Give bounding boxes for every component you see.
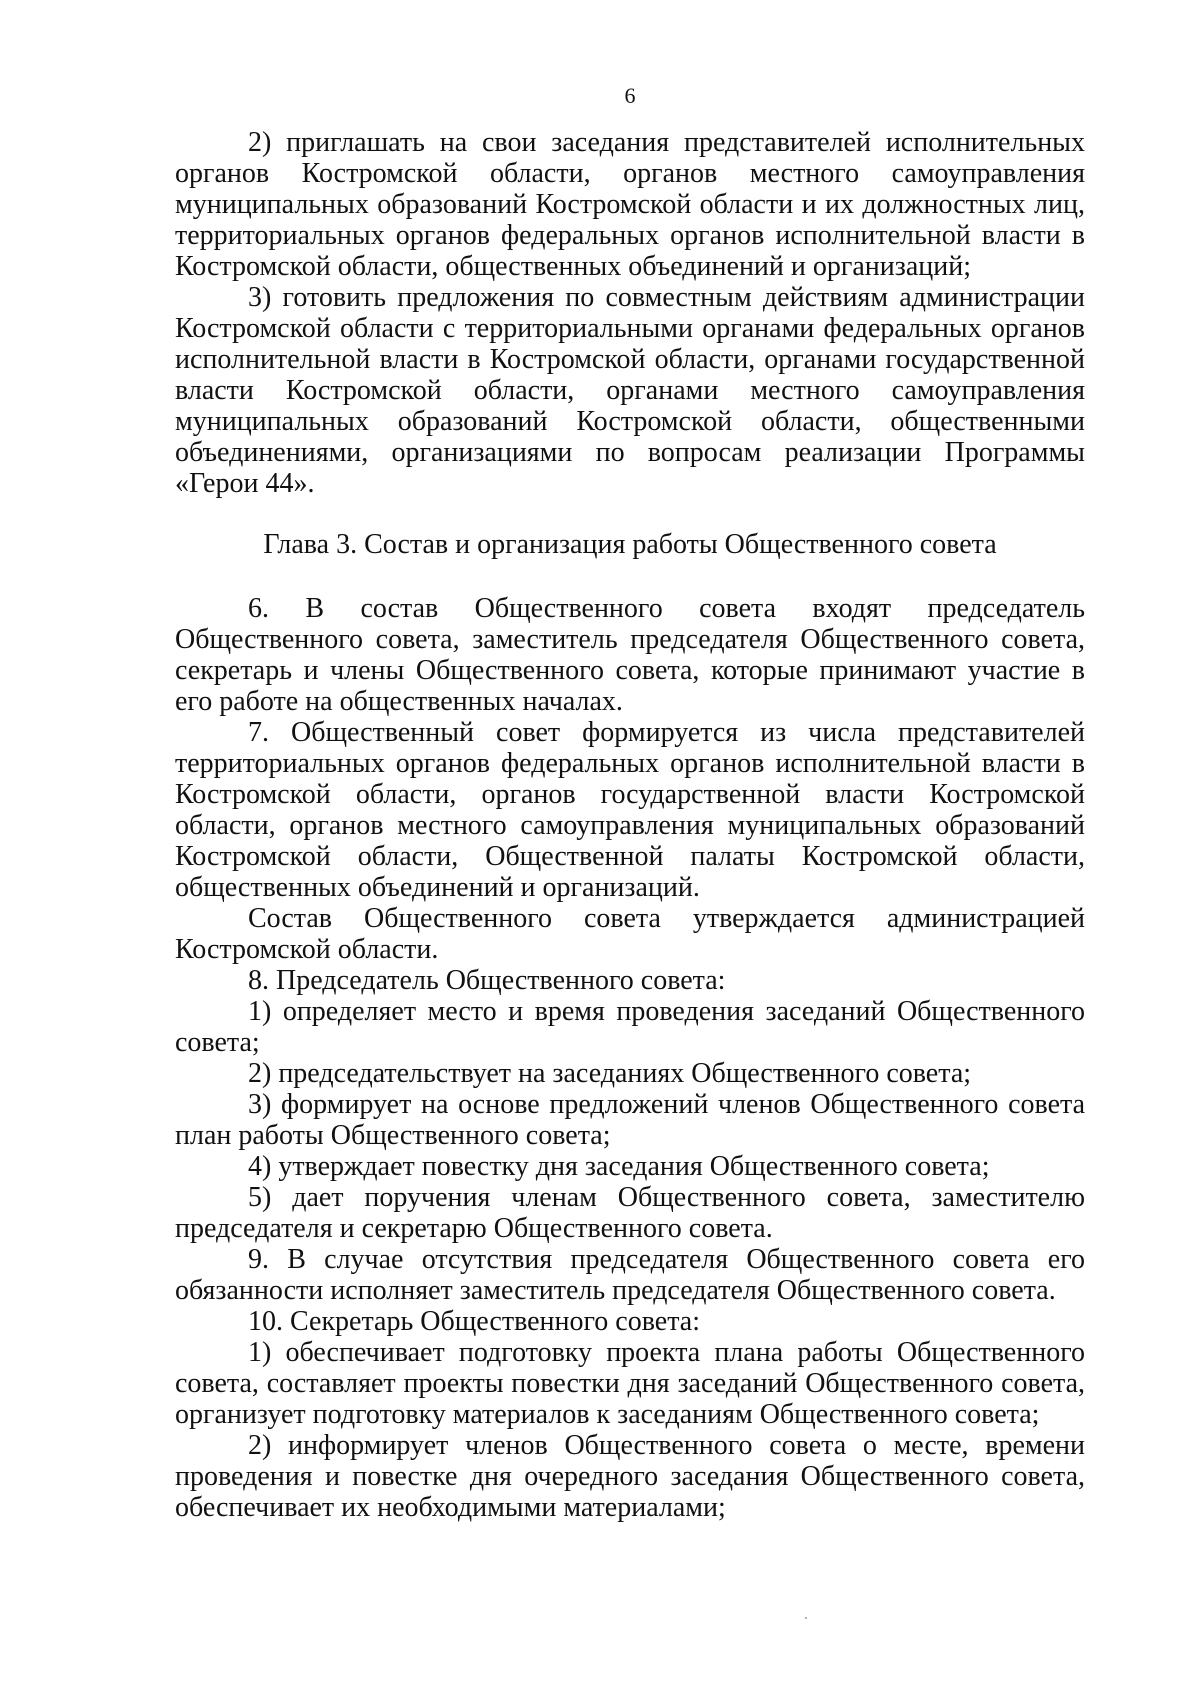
paragraph-9-absence: 9. В случае отсутствия председателя Общественного совета его обязанности исполняет заместитель председателя Общественного совета. [175,1244,1085,1306]
paragraph-10-1: 1) обеспечивает подготовку проекта плана работы Общественного совета, составляет проекты повестки дня заседаний Общественного совета, организует подготовку материалов к заседаниям Общественного совета; [175,1337,1085,1430]
scan-speck [805,1617,807,1619]
paragraph-8-1: 1) определяет место и время проведения заседаний Общественного совета; [175,996,1085,1058]
chapter-heading: Глава 3. Состав и организация работы Общественного совета [263,529,997,560]
paragraph-7-formation: 7. Общественный совет формируется из числа представителей территориальных органов федеральных органов исполнительной власти в Костромской области, органов государственной власти Костромской области, органов местного самоуправления муниципальных образований Костромской области, Общественной палаты Костромской области, общественных объединений и организаций. [175,717,1085,903]
page-number: 6 [624,83,636,108]
paragraph-6-composition: 6. В состав Общественного совета входят председатель Общественного совета, заместитель председателя Общественного совета, секретарь и члены Общественного совета, которые принимают участие в его работе на общественных началах. [175,593,1085,717]
paragraph-2-invite: 2) приглашать на свои заседания представителей исполнительных органов Костромской области, органов местного самоуправления муниципальных образований Костромской области и их должностных лиц, территориальных органов федеральных органов исполнительной власти в Костромской области, общественных объединений и организаций; [175,127,1085,282]
paragraph-3-proposals: 3) готовить предложения по совместным действиям администрации Костромской области с территориальными органами федеральных органов исполнительной власти в Костромской области, органами государственной власти Костромской области, органами местного самоуправления муниципальных образований Костромской области, общественными объединениями, организациями по вопросам реализации Программы «Герои 44». [175,282,1085,499]
paragraph-8-4: 4) утверждает повестку дня заседания Общественного совета; [248,1151,990,1182]
paragraph-10-secretary: 10. Секретарь Общественного совета: [248,1306,701,1337]
paragraph-8-3: 3) формирует на основе предложений членов Общественного совета план работы Общественного совета; [175,1089,1085,1151]
paragraph-10-2: 2) информирует членов Общественного совета о месте, времени проведения и повестке дня очередного заседания Общественного совета, обеспечивает их необходимыми материалами; [175,1430,1085,1523]
paragraph-8-2: 2) председательствует на заседаниях Общественного совета; [248,1058,972,1089]
paragraph-composition-approval: Состав Общественного совета утверждается администрацией Костромской области. [175,903,1085,965]
document-body [175,127,1085,1523]
paragraph-8-chairman: 8. Председатель Общественного совета: [248,965,726,996]
paragraph-8-5: 5) дает поручения членам Общественного совета, заместителю председателя и секретарю Общественного совета. [175,1182,1085,1244]
